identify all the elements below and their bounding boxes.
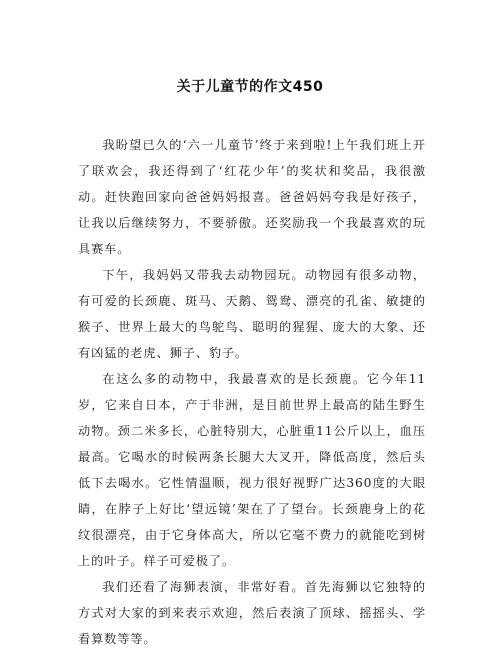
paragraph-2: 下午，我妈妈又带我去动物园玩。动物园有很多动物，有可爱的长颈鹿、斑马、天鹅、鸳鸯、漂亮的孔雀、敏捷的猴子、世界上最大的鸟鸵鸟、聪明的猩猩、庞大的大象、还有凶猛的老虎、狮子、豹子。: [78, 268, 426, 360]
paragraph-1: 我盼望已久的‘六一儿童节’终于来到啦!上午我们班上开了联欢会，我还得到了‘红花少年’的奖状和奖品，我很激动。赶快跑回家向爸爸妈妈报喜。爸爸妈妈夸我是好孩子，让我以后继续努力，不要骄傲。还奖励我一个我最喜欢的玩具赛车。: [78, 138, 426, 256]
paragraph-4: 我们还看了海狮表演，非常好看。首先海狮以它独特的方式对大家的到来表示欢迎，然后表演了顶球、摇摇头、学看算数等等。: [78, 580, 426, 646]
document-title: 关于儿童节的作文450: [176, 79, 324, 95]
document-body: [78, 132, 426, 652]
paragraph-3: 在这么多的动物中，我最喜欢的是长颈鹿。它今年11岁，它来自日本，产于非洲，是目前世界上最高的陆生野生动物。颈二米多长，心脏特别大，心脏重11公斤以上，血压最高。它喝水的时候两条长腿大大叉开，降低高度，然后头低下去喝水。它性情温顺，视力很好视野广达360度的大眼睛，在脖子上好比‘望远镜’架在了了望台。长颈鹿身上的花纹很漂亮，由于它身体高大，所以它毫不费力的就能吃到树上的叶子。样子可爱极了。: [78, 372, 426, 568]
